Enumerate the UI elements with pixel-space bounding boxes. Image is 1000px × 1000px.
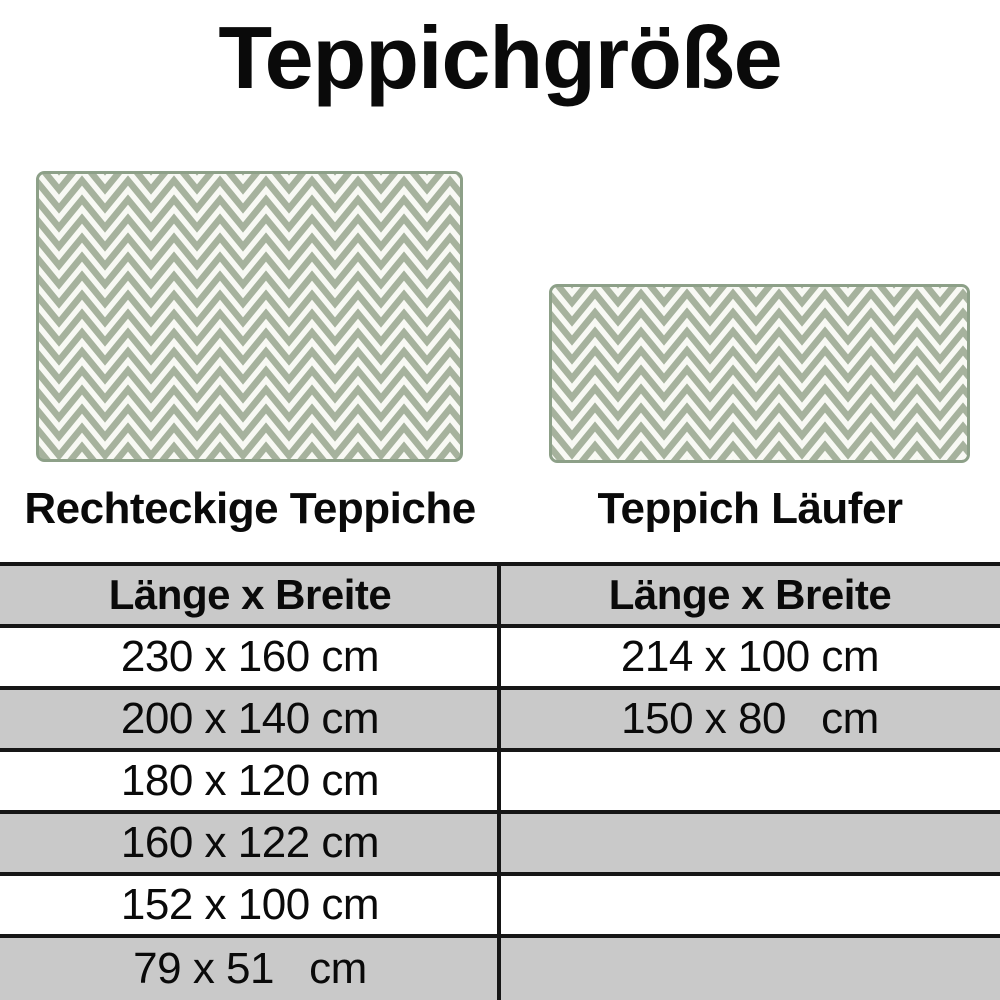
right-section-label: Teppich Läufer [597, 484, 903, 533]
right-column-header: Länge x Breite [608, 571, 892, 618]
page-title: Teppichgröße [218, 8, 782, 107]
size-value: 230 x 160 cm [120, 632, 380, 681]
size-value: 200 x 140 cm [120, 694, 380, 743]
left-section-label: Rechteckige Teppiche [24, 484, 476, 533]
size-value [500, 752, 1000, 810]
size-value: 152 x 100 cm [120, 880, 380, 929]
size-value: 79 x 51 cm [133, 944, 367, 993]
size-value: 150 x 80 cm [621, 694, 879, 743]
chevron-rug-icon [36, 171, 463, 462]
chevron-runner-icon [549, 284, 970, 463]
table-column-divider [497, 562, 501, 1000]
size-value [500, 814, 1000, 872]
left-column-header: Länge x Breite [108, 571, 392, 618]
size-value: 160 x 122 cm [120, 818, 380, 867]
size-value [500, 938, 1000, 1000]
size-value [500, 876, 1000, 934]
size-value: 214 x 100 cm [620, 632, 880, 681]
size-value: 180 x 120 cm [120, 756, 380, 805]
rectangular-rug-image [36, 171, 463, 462]
runner-rug-image [549, 284, 970, 463]
